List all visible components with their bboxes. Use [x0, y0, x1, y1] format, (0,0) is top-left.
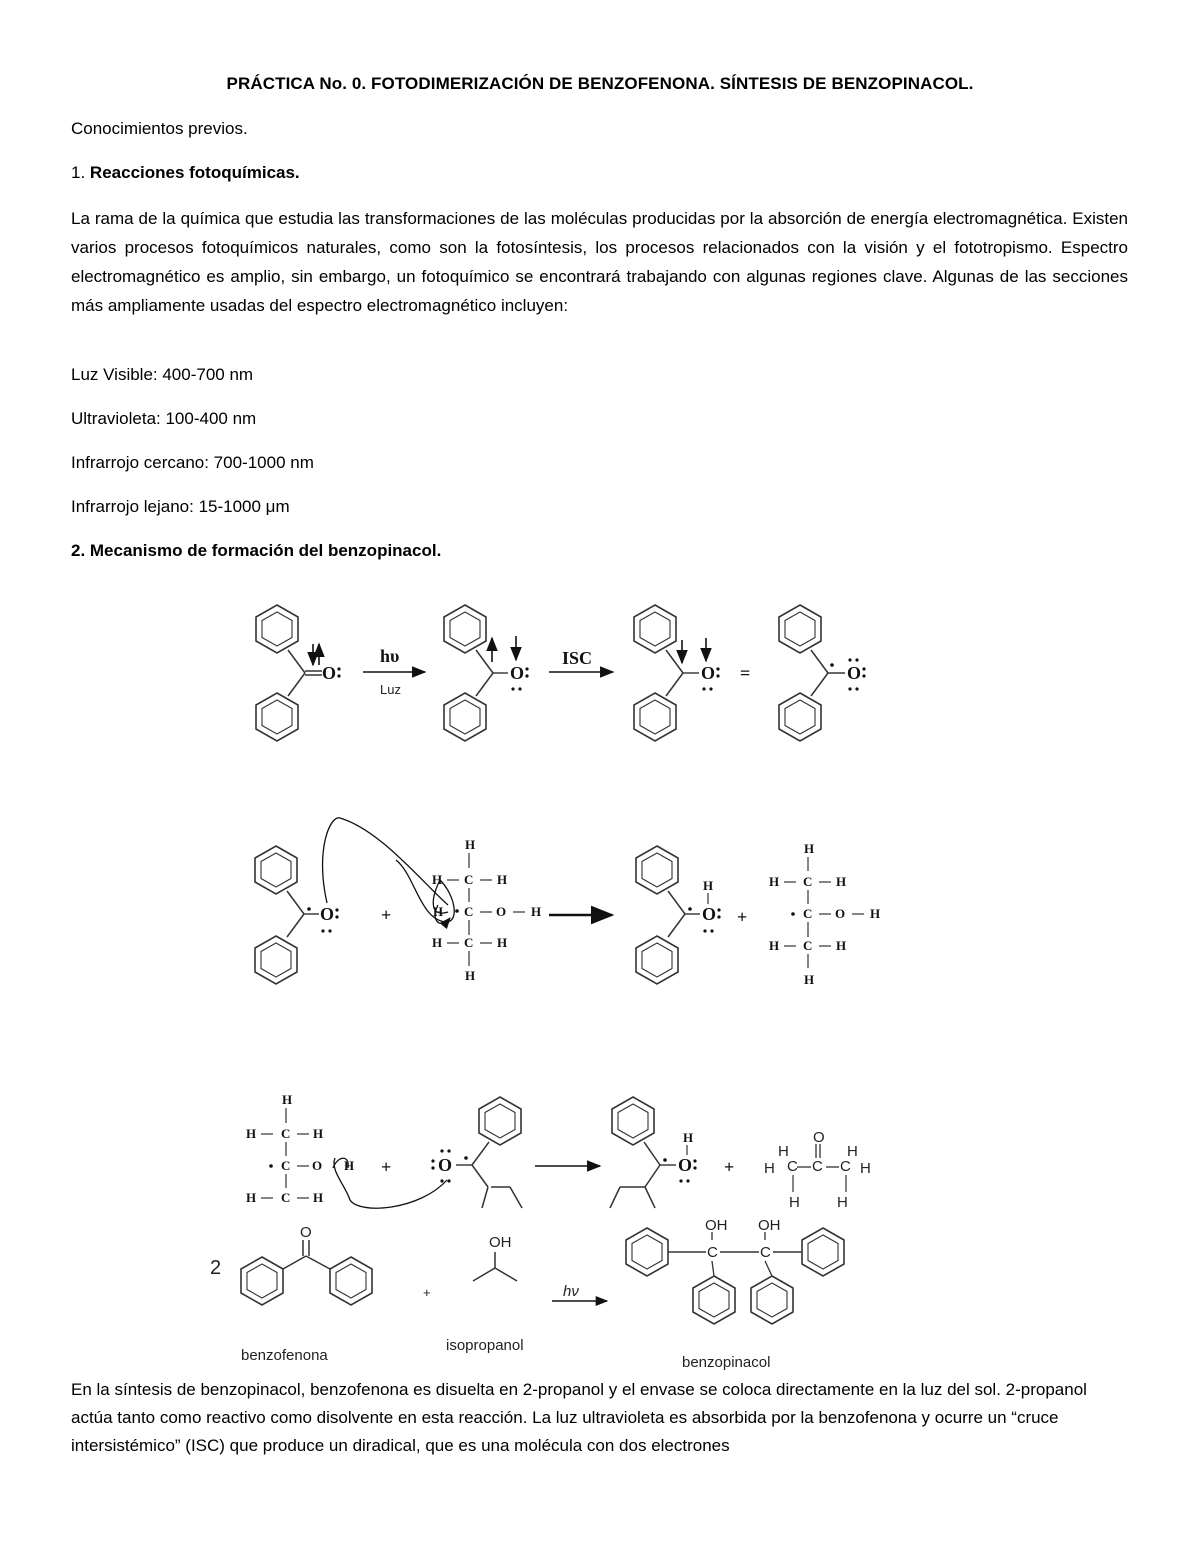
row2-atom: H — [703, 878, 714, 893]
section-1-number: 1. — [71, 163, 86, 182]
row1-singlet — [444, 605, 529, 741]
row1-triplet — [634, 605, 720, 741]
row2-atom: C — [464, 935, 474, 950]
row2-atom: O — [702, 904, 717, 924]
row2-atom: H — [804, 841, 815, 856]
row2-atom: H — [465, 968, 476, 983]
spectrum-far-ir: Infrarrojo lejano: 15-1000 μm — [71, 497, 290, 516]
row2-curved-arrow-2 — [396, 860, 454, 922]
row3-atom: C — [787, 1158, 798, 1175]
row3-atom: C — [281, 1126, 291, 1141]
overall-atom: C — [707, 1244, 718, 1261]
row2-atom: C — [464, 872, 474, 887]
row1-oxygen-1: O — [322, 663, 337, 683]
row3-isopropanol-radical — [246, 1092, 354, 1205]
row2-atom: C — [464, 904, 474, 919]
row3-atom: H — [837, 1194, 848, 1211]
row2-atom: H — [769, 874, 780, 889]
overall-arrow-label: hν — [563, 1283, 579, 1300]
row3-plus-2: + — [724, 1157, 735, 1177]
row1-oxygen-2: O — [510, 663, 525, 683]
row2-atom: H — [433, 904, 444, 919]
row2-isopropanol-radical — [769, 841, 880, 987]
row2-atom: O — [496, 904, 507, 919]
label-benzofenona: benzofenona — [241, 1347, 328, 1364]
row3-atom: H — [313, 1126, 324, 1141]
row2-atom: C — [803, 906, 813, 921]
row2-atom: H — [497, 872, 508, 887]
page-title: PRÁCTICA No. 0. FOTODIMERIZACIÓN DE BENZOFENONA. SÍNTESIS DE BENZOPINACOL. — [226, 74, 974, 93]
overall-isopropanol-structure — [473, 1234, 517, 1281]
row2-diradical — [255, 846, 339, 984]
label-isopropanol: isopropanol — [446, 1337, 524, 1354]
row1-arrow1-label-hv: hυ — [380, 646, 400, 666]
row1-arrow2-label-isc: ISC — [562, 648, 593, 668]
row2-atom: H — [531, 904, 542, 919]
row2-atom: H — [836, 874, 847, 889]
spectrum-visible: Luz Visible: 400-700 nm — [71, 365, 254, 384]
row2-atom: H — [432, 935, 443, 950]
row2-atom: H — [497, 935, 508, 950]
row3-atom: O — [678, 1155, 693, 1175]
spectrum-near-ir: Infrarrojo cercano: 700-1000 nm — [71, 453, 314, 472]
row3-atom: H — [847, 1143, 858, 1160]
overall-benzofenona-structure — [241, 1224, 372, 1305]
label-benzopinacol: benzopinacol — [682, 1354, 771, 1371]
row3-atom: H — [778, 1143, 789, 1160]
row3-atom: C — [812, 1158, 823, 1175]
row3-atom: C — [840, 1158, 851, 1175]
overall-coefficient: 2 — [210, 1257, 222, 1279]
overall-plus: + — [423, 1285, 431, 1300]
row2-atom: H — [870, 906, 881, 921]
row3-atom: H — [683, 1130, 694, 1145]
row3-plus-1: + — [381, 1157, 392, 1177]
row3-atom: O — [813, 1129, 825, 1146]
row3-atom: H — [282, 1092, 293, 1107]
overall-atom: OH — [489, 1234, 512, 1251]
row2-atom: H — [432, 872, 443, 887]
spectrum-uv: Ultravioleta: 100-400 nm — [71, 409, 257, 428]
row2-atom: C — [803, 938, 813, 953]
overall-atom: C — [760, 1244, 771, 1261]
row3-ketyl-radical — [431, 1097, 522, 1208]
row2-atom: H — [804, 972, 815, 987]
row3-atom: H — [246, 1126, 257, 1141]
row1-oxygen-4: O — [847, 663, 862, 683]
row3-atom: H — [344, 1158, 355, 1173]
row2-atom: C — [803, 874, 813, 889]
row1-diradical — [779, 605, 866, 741]
row2-ketyl-radical — [636, 846, 721, 984]
row1-benzophenone — [256, 605, 341, 741]
row2-curved-arrow-1 — [323, 818, 448, 905]
row1-oxygen-3: O — [701, 663, 716, 683]
section-1-title: Reacciones fotoquímicas. — [89, 163, 300, 182]
row2-atom: O — [835, 906, 846, 921]
row3-atom: C — [281, 1158, 291, 1173]
row3-acetone — [764, 1129, 871, 1211]
overall-atom: OH — [758, 1217, 781, 1234]
row2-atom: H — [769, 938, 780, 953]
overall-atom: OH — [705, 1217, 728, 1234]
row3-atom: H — [860, 1160, 871, 1177]
row2-isopropanol — [432, 837, 541, 983]
row3-atom: H — [313, 1190, 324, 1205]
row1-equals: = — [740, 663, 751, 683]
closing-paragraph: En la síntesis de benzopinacol, benzofenona es disuelta en 2-propanol y el envase se coloca directamente en la luz del sol. 2-propanol actúa tanto como reactivo como disolvente en esta reacción. La luz ultravioleta es absorbida por la benzofenona y ocurre un “cruce intersistémico” (ISC) que produce un diradical, que es una molécula con dos electrones — [71, 1380, 1087, 1455]
section-2-heading: 2. Mecanismo de formación del benzopinacol. — [71, 541, 442, 560]
row3-atom: H — [789, 1194, 800, 1211]
row3-atom: O — [438, 1155, 453, 1175]
row2-atom: H — [465, 837, 476, 852]
row3-atom: C — [281, 1190, 291, 1205]
overall-benzopinacol-structure — [626, 1217, 844, 1324]
row3-ketyl-radical-product — [610, 1097, 697, 1208]
row2-atom: H — [836, 938, 847, 953]
row1-arrow1-label-luz: Luz — [380, 682, 401, 697]
overall-atom: O — [300, 1224, 312, 1241]
row2-plus-1: + — [381, 905, 392, 925]
row3-atom: H — [246, 1190, 257, 1205]
prior-knowledge-heading: Conocimientos previos. — [71, 119, 248, 138]
intro-paragraph: La rama de la química que estudia las transformaciones de las moléculas producidas por la absorción de energía electromagnética. Existen varios procesos fotoquímicos naturales, como son la fotosíntesis, los procesos relacionados con la visión y el fototropismo. Espectro electromagnético es amplio, sin embargo, un fotoquímico se encontrará trabajando con algunas regiones clave. Algunas de las secciones más ampliamente usadas del espectro electromagnético incluyen: — [71, 209, 1128, 315]
row2-oxygen-1: O — [320, 904, 335, 924]
row2-plus-2: + — [737, 907, 748, 927]
row3-atom: O — [312, 1158, 323, 1173]
row3-atom: H — [764, 1160, 775, 1177]
